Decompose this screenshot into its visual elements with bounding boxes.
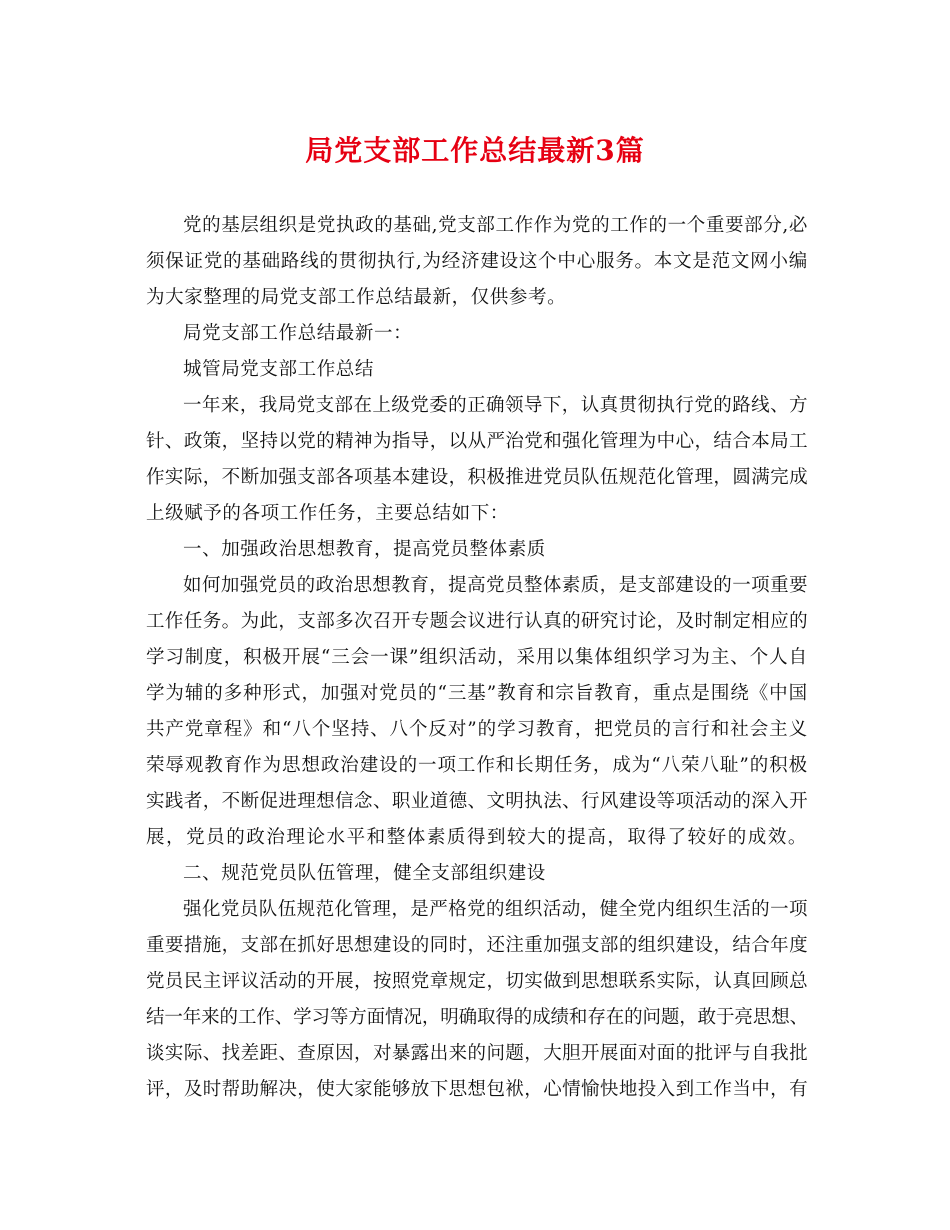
body-text-line: 谈实际、找差距、查原因，对暴露出来的问题，大胆开展面对面的批评与自我批 [146, 1043, 808, 1064]
body-text-line: 共产党章程》和“八个坚持、八个反对”的学习教育，把党员的言行和社会主义 [146, 719, 808, 740]
body-text-line: 实践者，不断促进理想信念、职业道德、文明执法、行风建设等项活动的深入开 [146, 791, 808, 812]
body-text-line: 上级赋予的各项工作任务，主要总结如下： [146, 503, 509, 524]
body-text-line: 学为辅的多种形式，加强对党员的“三基”教育和宗旨教育，重点是围绕《中国 [146, 683, 808, 704]
body-text-line: 一年来，我局党支部在上级党委的正确领导下，认真贯彻执行党的路线、方 [183, 395, 808, 416]
section-heading: 局党支部工作总结最新一： [183, 323, 413, 344]
body-text-line: 学习制度，积极开展“三会一课”组织活动，采用以集体组织学习为主、个人自 [146, 647, 808, 668]
body-text-line: 为大家整理的局党支部工作总结最新，仅供参考。 [146, 287, 567, 308]
body-text-line: 作实际，不断加强支部各项基本建设，积极推进党员队伍规范化管理，圆满完成 [146, 467, 808, 488]
body-text-line: 党员民主评议活动的开展，按照党章规定，切实做到思想联系实际，认真回顾总 [146, 971, 808, 992]
document-title: 局党支部工作总结最新3篇 [305, 134, 645, 167]
body-text-line: 评，及时帮助解决，使大家能够放下思想包袱，心情愉快地投入到工作当中，有 [146, 1079, 808, 1100]
body-text-line: 针、政策，坚持以党的精神为指导，以从严治党和强化管理为中心，结合本局工 [146, 431, 808, 452]
body-text-line: 结一年来的工作、学习等方面情况，明确取得的成绩和存在的问题，敢于亮思想、 [146, 1007, 808, 1028]
section-heading: 城管局党支部工作总结 [183, 359, 375, 380]
section-heading: 二、规范党员队伍管理，健全支部组织建设 [183, 863, 546, 884]
body-text-line: 工作任务。为此，支部多次召开专题会议进行认真的研究讨论，及时制定相应的 [146, 611, 808, 632]
body-text-line: 如何加强党员的政治思想教育，提高党员整体素质，是支部建设的一项重要 [183, 575, 808, 596]
body-text-line: 强化党员队伍规范化管理，是严格党的组织活动，健全党内组织生活的一项 [183, 899, 808, 920]
body-text-line: 党的基层组织是党执政的基础,党支部工作作为党的工作的一个重要部分,必 [183, 215, 808, 236]
body-text-line: 展，党员的政治理论水平和整体素质得到较大的提高，取得了较好的成效。 [146, 827, 808, 848]
body-text-line: 荣辱观教育作为思想政治建设的一项工作和长期任务，成为“八荣八耻”的积极 [146, 755, 808, 776]
section-heading: 一、加强政治思想教育，提高党员整体素质 [183, 539, 546, 560]
body-text-line: 重要措施，支部在抓好思想建设的同时，还注重加强支部的组织建设，结合年度 [146, 935, 808, 956]
body-text-line: 须保证党的基础路线的贯彻执行,为经济建设这个中心服务。本文是范文网小编 [146, 251, 808, 272]
